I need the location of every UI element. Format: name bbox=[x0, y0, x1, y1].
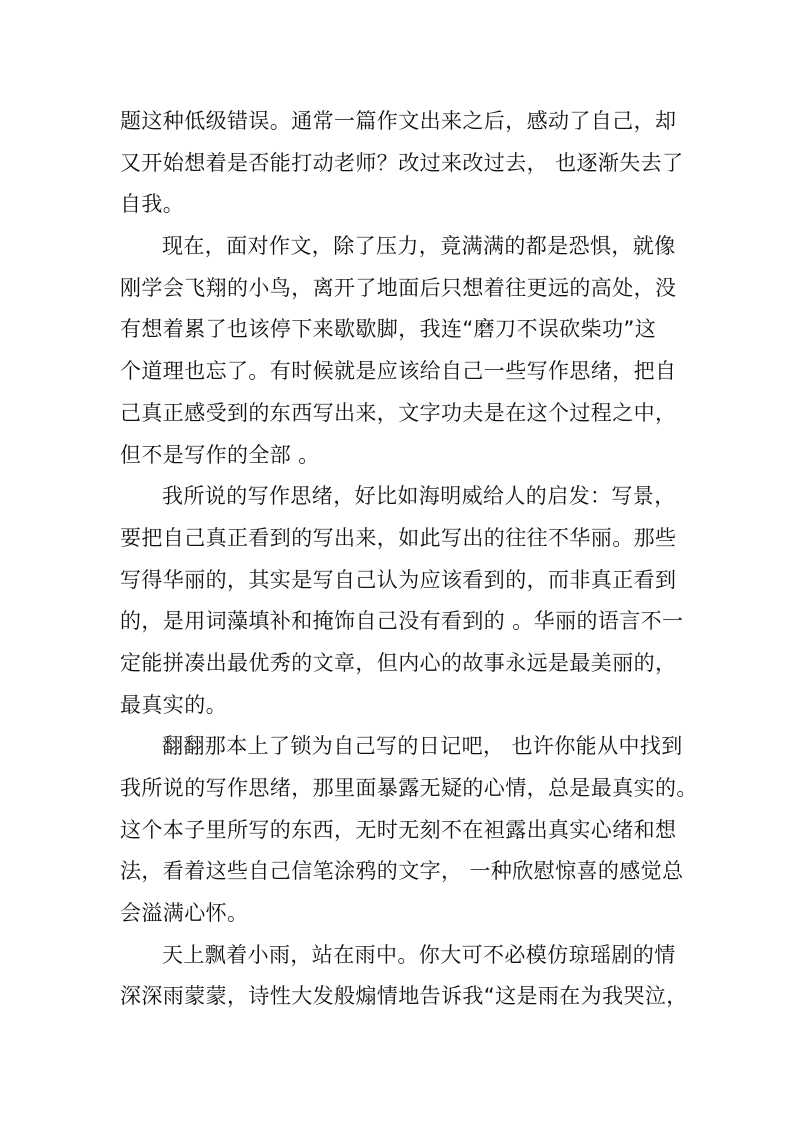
text-line: 题这种低级错误。通常一篇作文出来之后，感动了自己，却 bbox=[120, 109, 677, 133]
text-line: 有想着累了也该停下来歇歇脚，我连“磨刀不误砍柴功”这 bbox=[120, 317, 657, 342]
text-line: 个道理也忘了。有时候就是应该给自己一些写作思绪，把自 bbox=[120, 359, 677, 384]
paragraph-first-line: 天上飘着小雨，站在雨中。你大可不必模仿琼瑶剧的情 bbox=[162, 942, 676, 967]
text-line: 法，看着这些自己信笔涂鸦的文字， 一种欣慰惊喜的感觉总 bbox=[120, 859, 684, 884]
text-line: 己真正感受到的东西写出来，文字功夫是在这个过程之中， bbox=[120, 400, 677, 425]
text-line: 但不是写作的全部 。 bbox=[120, 442, 320, 467]
body-text bbox=[120, 101, 698, 1018]
text-line: 的，是用词藻填补和掩饰自己没有看到的 。华丽的语言不一 bbox=[120, 609, 684, 634]
text-line: 这个本子里所写的东西，无时无刻不在袒露出真实心绪和想 bbox=[120, 817, 677, 842]
text-line: 要把自己真正看到的写出来，如此写出的往往不华丽。那些 bbox=[120, 525, 677, 550]
text-line: 写得华丽的，其实是写自己认为应该看到的，而非真正看到 bbox=[120, 567, 677, 592]
text-line: 深深雨蒙蒙，诗性大发般煽情地告诉我“这是雨在为我哭泣， bbox=[120, 984, 688, 1009]
text-line: 刚学会飞翔的小鸟，离开了地面后只想着往更远的高处，没 bbox=[120, 275, 677, 300]
text-line: 定能拼凑出最优秀的文章，但内心的故事永远是最美丽的， bbox=[120, 650, 677, 675]
text-line: 会溢满心怀。 bbox=[120, 901, 249, 926]
text-line: 又开始想着是否能打动老师？改过来改过去， 也逐渐失去了 bbox=[120, 150, 684, 175]
paragraph-first-line: 翻翻那本上了锁为自己写的日记吧， 也许你能从中找到 bbox=[162, 734, 683, 759]
text-line: 自我。 bbox=[120, 192, 185, 217]
text-line: 我所说的写作思绪，那里面暴露无疑的心情，总是最真实的。 bbox=[120, 776, 698, 800]
text-line: 最真实的。 bbox=[120, 692, 227, 717]
paragraph-first-line: 我所说的写作思绪，好比如海明威给人的启发：写景， bbox=[162, 484, 676, 509]
paragraph-first-line: 现在，面对作文，除了压力，竟满满的都是恐惧，就像 bbox=[162, 234, 676, 259]
